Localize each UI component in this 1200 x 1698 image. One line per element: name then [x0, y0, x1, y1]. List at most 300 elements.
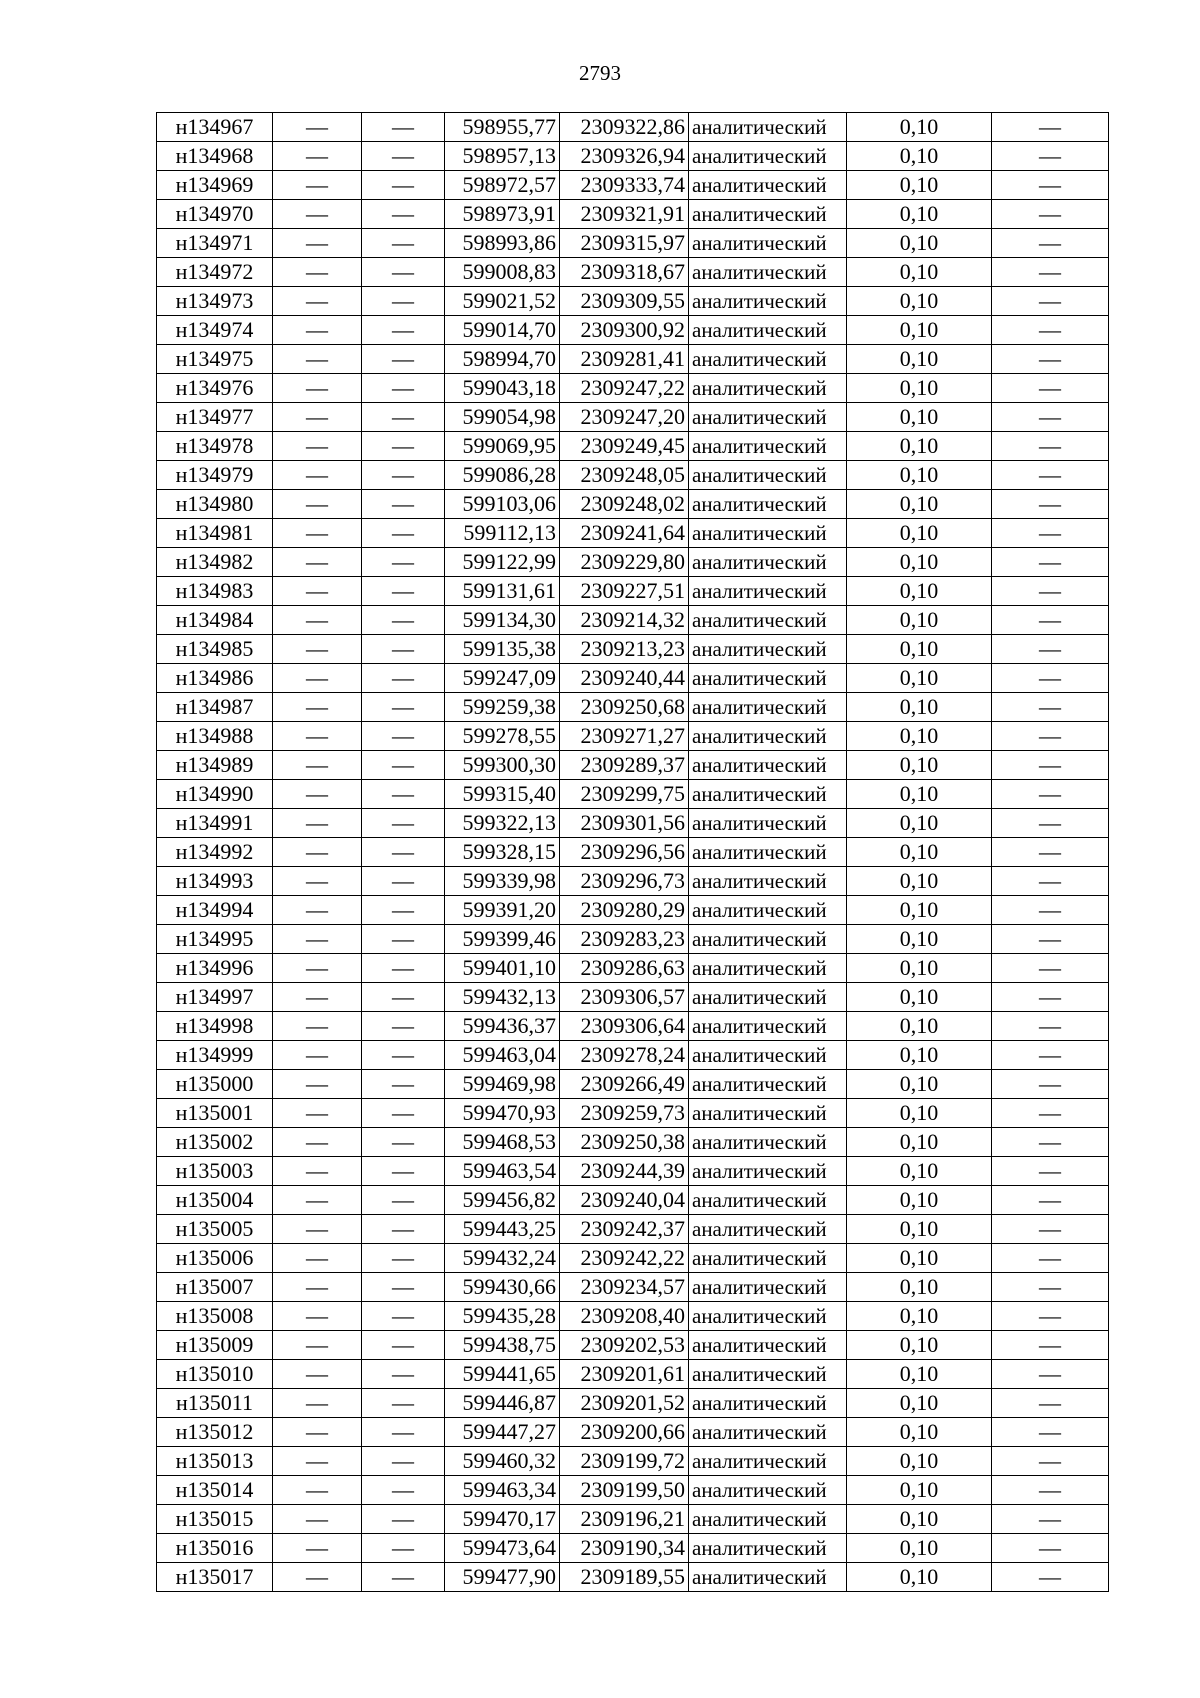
precision-cell: 0,10: [847, 1534, 992, 1563]
table-row: [157, 258, 1109, 287]
empty-value-cell: —: [362, 751, 445, 780]
x-coordinate-cell: 599103,06: [445, 490, 560, 519]
y-coordinate-cell: 2309240,04: [560, 1186, 689, 1215]
empty-value-cell: —: [273, 1099, 362, 1128]
empty-value-cell: —: [362, 838, 445, 867]
precision-cell: 0,10: [847, 403, 992, 432]
point-id-cell: н135012: [157, 1418, 273, 1447]
table-row: [157, 838, 1109, 867]
empty-value-cell: —: [273, 809, 362, 838]
point-id-cell: н134991: [157, 809, 273, 838]
empty-value-cell: —: [992, 287, 1109, 316]
method-cell: аналитический: [689, 113, 847, 142]
point-id-cell: н135000: [157, 1070, 273, 1099]
precision-cell: 0,10: [847, 258, 992, 287]
empty-value-cell: —: [362, 1534, 445, 1563]
precision-cell: 0,10: [847, 229, 992, 258]
method-cell: аналитический: [689, 925, 847, 954]
point-id-cell: н135014: [157, 1476, 273, 1505]
x-coordinate-cell: 599456,82: [445, 1186, 560, 1215]
empty-value-cell: —: [273, 1041, 362, 1070]
precision-cell: 0,10: [847, 1418, 992, 1447]
empty-value-cell: —: [362, 1331, 445, 1360]
method-cell: аналитический: [689, 693, 847, 722]
x-coordinate-cell: 599463,54: [445, 1157, 560, 1186]
table-body: [157, 113, 1109, 1592]
precision-cell: 0,10: [847, 867, 992, 896]
empty-value-cell: —: [992, 1389, 1109, 1418]
table-row: [157, 1476, 1109, 1505]
empty-value-cell: —: [992, 1157, 1109, 1186]
table-row: [157, 1099, 1109, 1128]
table-row: [157, 1273, 1109, 1302]
method-cell: аналитический: [689, 432, 847, 461]
table-row: [157, 519, 1109, 548]
method-cell: аналитический: [689, 490, 847, 519]
empty-value-cell: —: [273, 287, 362, 316]
method-cell: аналитический: [689, 229, 847, 258]
y-coordinate-cell: 2309201,52: [560, 1389, 689, 1418]
empty-value-cell: —: [362, 200, 445, 229]
y-coordinate-cell: 2309202,53: [560, 1331, 689, 1360]
point-id-cell: н134985: [157, 635, 273, 664]
precision-cell: 0,10: [847, 1215, 992, 1244]
empty-value-cell: —: [362, 1012, 445, 1041]
precision-cell: 0,10: [847, 1186, 992, 1215]
y-coordinate-cell: 2309278,24: [560, 1041, 689, 1070]
empty-value-cell: —: [362, 461, 445, 490]
point-id-cell: н134980: [157, 490, 273, 519]
method-cell: аналитический: [689, 1041, 847, 1070]
x-coordinate-cell: 599135,38: [445, 635, 560, 664]
method-cell: аналитический: [689, 1447, 847, 1476]
method-cell: аналитический: [689, 780, 847, 809]
empty-value-cell: —: [273, 171, 362, 200]
y-coordinate-cell: 2309213,23: [560, 635, 689, 664]
empty-value-cell: —: [273, 1360, 362, 1389]
empty-value-cell: —: [362, 867, 445, 896]
precision-cell: 0,10: [847, 1099, 992, 1128]
precision-cell: 0,10: [847, 722, 992, 751]
empty-value-cell: —: [992, 1215, 1109, 1244]
page-number: 2793: [579, 61, 621, 85]
method-cell: аналитический: [689, 1302, 847, 1331]
precision-cell: 0,10: [847, 1476, 992, 1505]
y-coordinate-cell: 2309229,80: [560, 548, 689, 577]
y-coordinate-cell: 2309247,20: [560, 403, 689, 432]
y-coordinate-cell: 2309249,45: [560, 432, 689, 461]
x-coordinate-cell: 599339,98: [445, 867, 560, 896]
precision-cell: 0,10: [847, 113, 992, 142]
x-coordinate-cell: 599399,46: [445, 925, 560, 954]
x-coordinate-cell: 599463,34: [445, 1476, 560, 1505]
table-row: [157, 1070, 1109, 1099]
table-row: [157, 664, 1109, 693]
empty-value-cell: —: [362, 954, 445, 983]
empty-value-cell: —: [362, 1360, 445, 1389]
y-coordinate-cell: 2309199,50: [560, 1476, 689, 1505]
point-id-cell: н135005: [157, 1215, 273, 1244]
empty-value-cell: —: [362, 287, 445, 316]
table-row: [157, 577, 1109, 606]
empty-value-cell: —: [362, 925, 445, 954]
precision-cell: 0,10: [847, 896, 992, 925]
point-id-cell: н134967: [157, 113, 273, 142]
method-cell: аналитический: [689, 809, 847, 838]
empty-value-cell: —: [992, 838, 1109, 867]
point-id-cell: н134969: [157, 171, 273, 200]
empty-value-cell: —: [992, 751, 1109, 780]
x-coordinate-cell: 599436,37: [445, 1012, 560, 1041]
point-id-cell: н135017: [157, 1563, 273, 1592]
empty-value-cell: —: [273, 1244, 362, 1273]
empty-value-cell: —: [362, 1273, 445, 1302]
empty-value-cell: —: [273, 403, 362, 432]
y-coordinate-cell: 2309321,91: [560, 200, 689, 229]
empty-value-cell: —: [992, 809, 1109, 838]
precision-cell: 0,10: [847, 287, 992, 316]
x-coordinate-cell: 599447,27: [445, 1418, 560, 1447]
empty-value-cell: —: [362, 316, 445, 345]
x-coordinate-cell: 599315,40: [445, 780, 560, 809]
table-row: [157, 1360, 1109, 1389]
x-coordinate-cell: 599430,66: [445, 1273, 560, 1302]
empty-value-cell: —: [992, 1447, 1109, 1476]
empty-value-cell: —: [273, 113, 362, 142]
x-coordinate-cell: 599432,13: [445, 983, 560, 1012]
y-coordinate-cell: 2309199,72: [560, 1447, 689, 1476]
empty-value-cell: —: [992, 1534, 1109, 1563]
point-id-cell: н134977: [157, 403, 273, 432]
method-cell: аналитический: [689, 461, 847, 490]
empty-value-cell: —: [362, 345, 445, 374]
y-coordinate-cell: 2309326,94: [560, 142, 689, 171]
y-coordinate-cell: 2309318,67: [560, 258, 689, 287]
point-id-cell: н134986: [157, 664, 273, 693]
x-coordinate-cell: 599470,93: [445, 1099, 560, 1128]
empty-value-cell: —: [273, 577, 362, 606]
method-cell: аналитический: [689, 838, 847, 867]
table-row: [157, 1418, 1109, 1447]
table-row: [157, 954, 1109, 983]
empty-value-cell: —: [273, 374, 362, 403]
y-coordinate-cell: 2309333,74: [560, 171, 689, 200]
precision-cell: 0,10: [847, 142, 992, 171]
empty-value-cell: —: [273, 606, 362, 635]
precision-cell: 0,10: [847, 1447, 992, 1476]
point-id-cell: н135009: [157, 1331, 273, 1360]
precision-cell: 0,10: [847, 635, 992, 664]
table-row: [157, 345, 1109, 374]
precision-cell: 0,10: [847, 374, 992, 403]
point-id-cell: н135001: [157, 1099, 273, 1128]
empty-value-cell: —: [992, 954, 1109, 983]
empty-value-cell: —: [362, 1505, 445, 1534]
x-coordinate-cell: 599278,55: [445, 722, 560, 751]
empty-value-cell: —: [273, 954, 362, 983]
table-row: [157, 374, 1109, 403]
method-cell: аналитический: [689, 983, 847, 1012]
empty-value-cell: —: [362, 1244, 445, 1273]
point-id-cell: н134970: [157, 200, 273, 229]
x-coordinate-cell: 599021,52: [445, 287, 560, 316]
empty-value-cell: —: [362, 780, 445, 809]
table-row: [157, 896, 1109, 925]
empty-value-cell: —: [362, 1041, 445, 1070]
empty-value-cell: —: [992, 374, 1109, 403]
point-id-cell: н135007: [157, 1273, 273, 1302]
point-id-cell: н135004: [157, 1186, 273, 1215]
method-cell: аналитический: [689, 1418, 847, 1447]
x-coordinate-cell: 599446,87: [445, 1389, 560, 1418]
y-coordinate-cell: 2309242,22: [560, 1244, 689, 1273]
point-id-cell: н134974: [157, 316, 273, 345]
empty-value-cell: —: [362, 1447, 445, 1476]
table-row: [157, 403, 1109, 432]
empty-value-cell: —: [273, 780, 362, 809]
table-row: [157, 867, 1109, 896]
precision-cell: 0,10: [847, 1157, 992, 1186]
point-id-cell: н134973: [157, 287, 273, 316]
point-id-cell: н134975: [157, 345, 273, 374]
x-coordinate-cell: 599470,17: [445, 1505, 560, 1534]
table-row: [157, 142, 1109, 171]
method-cell: аналитический: [689, 403, 847, 432]
x-coordinate-cell: 599443,25: [445, 1215, 560, 1244]
empty-value-cell: —: [992, 403, 1109, 432]
empty-value-cell: —: [992, 345, 1109, 374]
method-cell: аналитический: [689, 577, 847, 606]
empty-value-cell: —: [273, 896, 362, 925]
empty-value-cell: —: [992, 722, 1109, 751]
empty-value-cell: —: [273, 1389, 362, 1418]
precision-cell: 0,10: [847, 345, 992, 374]
empty-value-cell: —: [992, 780, 1109, 809]
precision-cell: 0,10: [847, 1302, 992, 1331]
table-row: [157, 1157, 1109, 1186]
point-id-cell: н135016: [157, 1534, 273, 1563]
empty-value-cell: —: [273, 1070, 362, 1099]
empty-value-cell: —: [362, 1215, 445, 1244]
table-row: [157, 722, 1109, 751]
point-id-cell: н134976: [157, 374, 273, 403]
precision-cell: 0,10: [847, 1041, 992, 1070]
x-coordinate-cell: 598973,91: [445, 200, 560, 229]
point-id-cell: н135010: [157, 1360, 273, 1389]
empty-value-cell: —: [273, 519, 362, 548]
empty-value-cell: —: [362, 229, 445, 258]
y-coordinate-cell: 2309200,66: [560, 1418, 689, 1447]
empty-value-cell: —: [362, 1302, 445, 1331]
precision-cell: 0,10: [847, 519, 992, 548]
table-row: [157, 287, 1109, 316]
y-coordinate-cell: 2309315,97: [560, 229, 689, 258]
empty-value-cell: —: [273, 548, 362, 577]
empty-value-cell: —: [362, 1070, 445, 1099]
empty-value-cell: —: [992, 1360, 1109, 1389]
method-cell: аналитический: [689, 374, 847, 403]
empty-value-cell: —: [273, 925, 362, 954]
precision-cell: 0,10: [847, 577, 992, 606]
empty-value-cell: —: [362, 664, 445, 693]
precision-cell: 0,10: [847, 1331, 992, 1360]
point-id-cell: н134993: [157, 867, 273, 896]
empty-value-cell: —: [273, 838, 362, 867]
empty-value-cell: —: [992, 1273, 1109, 1302]
empty-value-cell: —: [362, 809, 445, 838]
y-coordinate-cell: 2309190,34: [560, 1534, 689, 1563]
table-row: [157, 229, 1109, 258]
x-coordinate-cell: 599401,10: [445, 954, 560, 983]
precision-cell: 0,10: [847, 838, 992, 867]
empty-value-cell: —: [273, 1012, 362, 1041]
empty-value-cell: —: [273, 1418, 362, 1447]
empty-value-cell: —: [992, 867, 1109, 896]
x-coordinate-cell: 599054,98: [445, 403, 560, 432]
empty-value-cell: —: [992, 432, 1109, 461]
y-coordinate-cell: 2309300,92: [560, 316, 689, 345]
y-coordinate-cell: 2309250,38: [560, 1128, 689, 1157]
y-coordinate-cell: 2309286,63: [560, 954, 689, 983]
precision-cell: 0,10: [847, 664, 992, 693]
empty-value-cell: —: [362, 490, 445, 519]
empty-value-cell: —: [273, 1505, 362, 1534]
empty-value-cell: —: [362, 142, 445, 171]
table-row: [157, 606, 1109, 635]
point-id-cell: н135003: [157, 1157, 273, 1186]
empty-value-cell: —: [273, 1186, 362, 1215]
empty-value-cell: —: [362, 693, 445, 722]
empty-value-cell: —: [992, 635, 1109, 664]
empty-value-cell: —: [992, 664, 1109, 693]
table-row: [157, 1534, 1109, 1563]
empty-value-cell: —: [992, 490, 1109, 519]
point-id-cell: н134998: [157, 1012, 273, 1041]
empty-value-cell: —: [992, 519, 1109, 548]
y-coordinate-cell: 2309289,37: [560, 751, 689, 780]
empty-value-cell: —: [362, 258, 445, 287]
empty-value-cell: —: [362, 1476, 445, 1505]
empty-value-cell: —: [992, 316, 1109, 345]
x-coordinate-cell: 598955,77: [445, 113, 560, 142]
y-coordinate-cell: 2309259,73: [560, 1099, 689, 1128]
empty-value-cell: —: [273, 751, 362, 780]
table-row: [157, 751, 1109, 780]
empty-value-cell: —: [992, 113, 1109, 142]
x-coordinate-cell: 598994,70: [445, 345, 560, 374]
x-coordinate-cell: 599432,24: [445, 1244, 560, 1273]
point-id-cell: н135002: [157, 1128, 273, 1157]
point-id-cell: н135011: [157, 1389, 273, 1418]
table-row: [157, 490, 1109, 519]
point-id-cell: н134968: [157, 142, 273, 171]
point-id-cell: н134990: [157, 780, 273, 809]
table-row: [157, 1331, 1109, 1360]
empty-value-cell: —: [273, 664, 362, 693]
table-row: [157, 693, 1109, 722]
table-row: [157, 432, 1109, 461]
y-coordinate-cell: 2309242,37: [560, 1215, 689, 1244]
x-coordinate-cell: 599469,98: [445, 1070, 560, 1099]
table-row: [157, 809, 1109, 838]
empty-value-cell: —: [273, 258, 362, 287]
table-row: [157, 1215, 1109, 1244]
x-coordinate-cell: 599300,30: [445, 751, 560, 780]
y-coordinate-cell: 2309227,51: [560, 577, 689, 606]
empty-value-cell: —: [362, 722, 445, 751]
empty-value-cell: —: [362, 1389, 445, 1418]
x-coordinate-cell: 599008,83: [445, 258, 560, 287]
method-cell: аналитический: [689, 171, 847, 200]
empty-value-cell: —: [362, 548, 445, 577]
x-coordinate-cell: 599435,28: [445, 1302, 560, 1331]
empty-value-cell: —: [273, 1563, 362, 1592]
empty-value-cell: —: [362, 983, 445, 1012]
precision-cell: 0,10: [847, 1360, 992, 1389]
method-cell: аналитический: [689, 867, 847, 896]
empty-value-cell: —: [273, 983, 362, 1012]
y-coordinate-cell: 2309271,27: [560, 722, 689, 751]
method-cell: аналитический: [689, 1505, 847, 1534]
x-coordinate-cell: 599247,09: [445, 664, 560, 693]
precision-cell: 0,10: [847, 780, 992, 809]
empty-value-cell: —: [362, 635, 445, 664]
y-coordinate-cell: 2309280,29: [560, 896, 689, 925]
precision-cell: 0,10: [847, 316, 992, 345]
empty-value-cell: —: [992, 1331, 1109, 1360]
precision-cell: 0,10: [847, 925, 992, 954]
y-coordinate-cell: 2309244,39: [560, 1157, 689, 1186]
empty-value-cell: —: [273, 200, 362, 229]
method-cell: аналитический: [689, 1012, 847, 1041]
empty-value-cell: —: [992, 200, 1109, 229]
precision-cell: 0,10: [847, 461, 992, 490]
empty-value-cell: —: [362, 519, 445, 548]
empty-value-cell: —: [992, 1563, 1109, 1592]
empty-value-cell: —: [992, 1505, 1109, 1534]
empty-value-cell: —: [992, 1099, 1109, 1128]
table-row: [157, 1389, 1109, 1418]
method-cell: аналитический: [689, 1157, 847, 1186]
table-row: [157, 461, 1109, 490]
point-id-cell: н134984: [157, 606, 273, 635]
x-coordinate-cell: 599438,75: [445, 1331, 560, 1360]
table-row: [157, 780, 1109, 809]
point-id-cell: н134997: [157, 983, 273, 1012]
empty-value-cell: —: [992, 693, 1109, 722]
precision-cell: 0,10: [847, 1273, 992, 1302]
point-id-cell: н134982: [157, 548, 273, 577]
table-row: [157, 1041, 1109, 1070]
precision-cell: 0,10: [847, 490, 992, 519]
x-coordinate-cell: 599014,70: [445, 316, 560, 345]
method-cell: аналитический: [689, 606, 847, 635]
x-coordinate-cell: 599322,13: [445, 809, 560, 838]
precision-cell: 0,10: [847, 606, 992, 635]
point-id-cell: н134979: [157, 461, 273, 490]
y-coordinate-cell: 2309266,49: [560, 1070, 689, 1099]
empty-value-cell: —: [992, 1041, 1109, 1070]
x-coordinate-cell: 599086,28: [445, 461, 560, 490]
point-id-cell: н134971: [157, 229, 273, 258]
point-id-cell: н135008: [157, 1302, 273, 1331]
y-coordinate-cell: 2309296,56: [560, 838, 689, 867]
empty-value-cell: —: [992, 171, 1109, 200]
empty-value-cell: —: [273, 1215, 362, 1244]
empty-value-cell: —: [992, 1244, 1109, 1273]
empty-value-cell: —: [273, 461, 362, 490]
empty-value-cell: —: [992, 461, 1109, 490]
